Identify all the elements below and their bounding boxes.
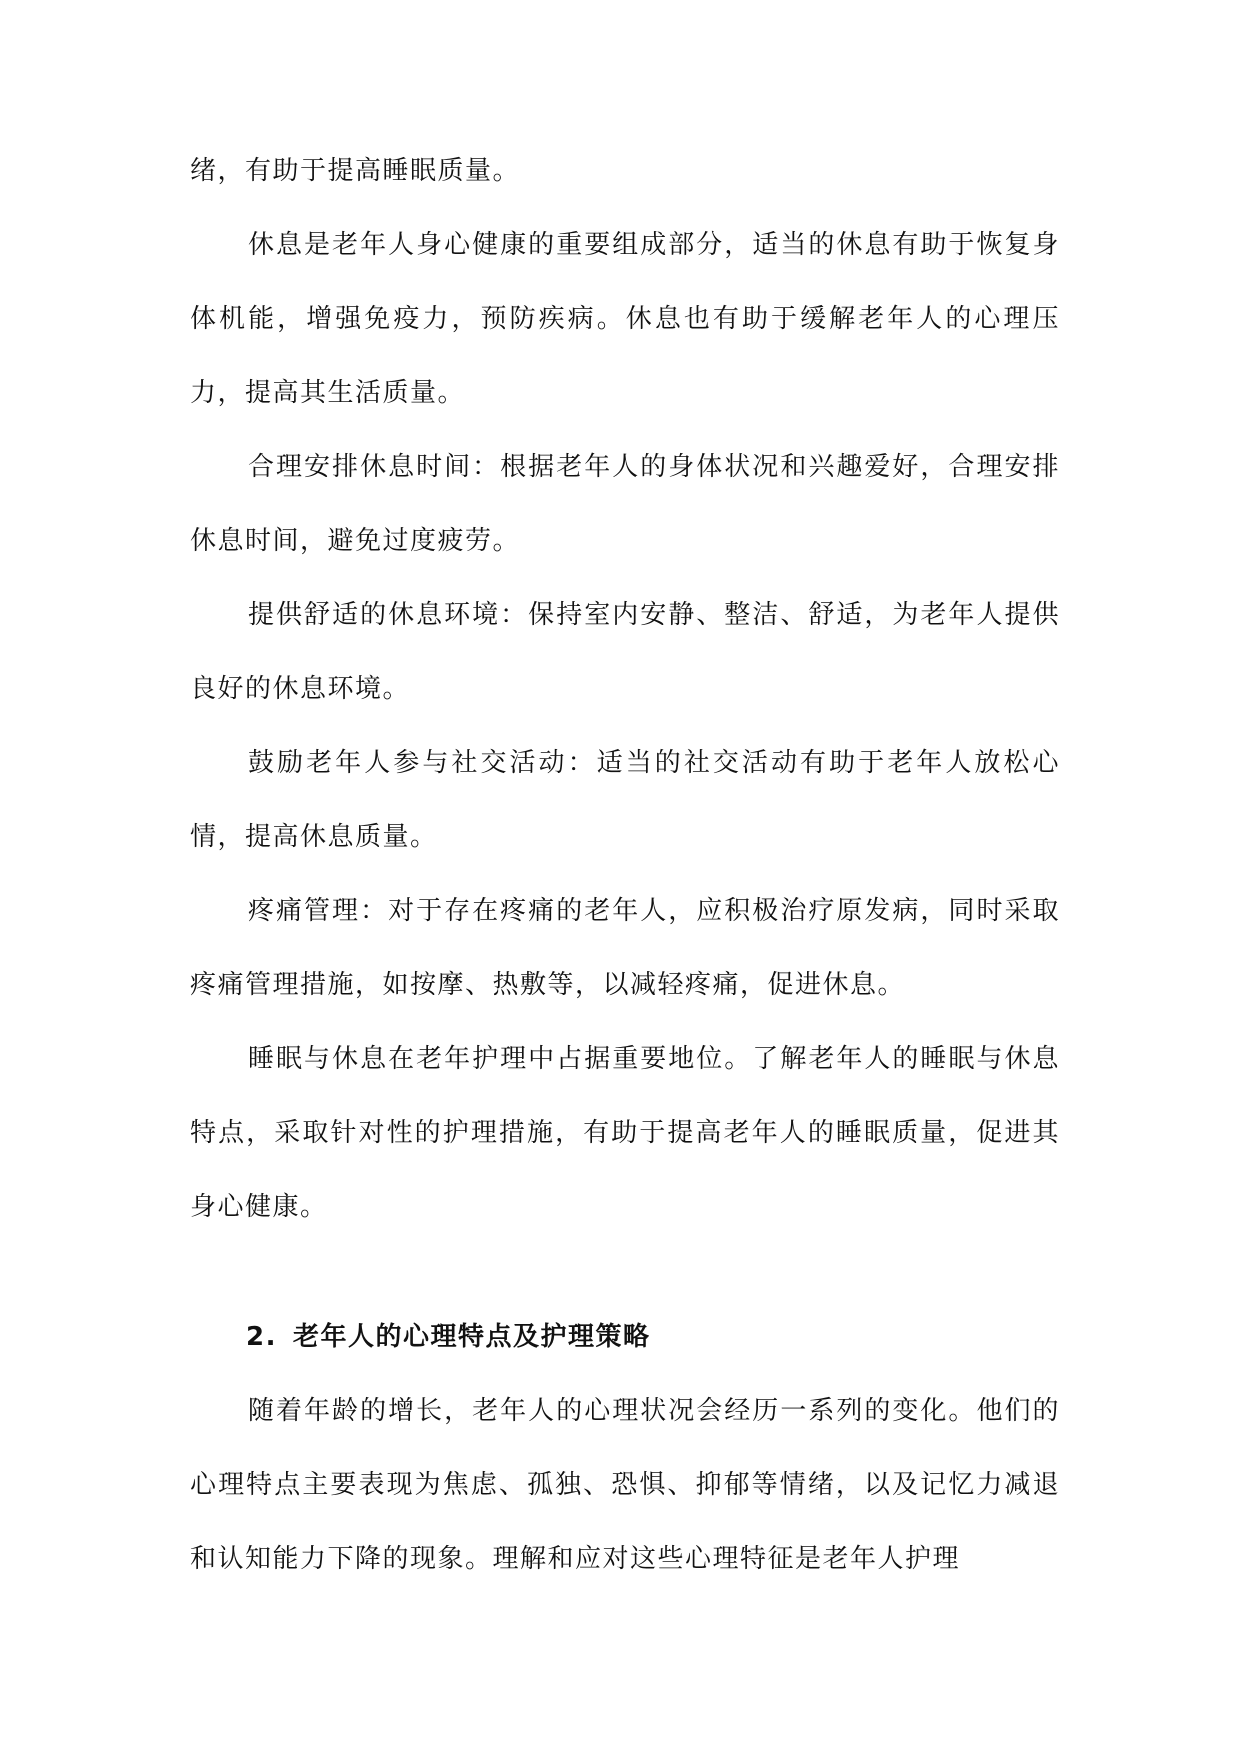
paragraph-rest-schedule: 合理安排休息时间：根据老年人的身体状况和兴趣爱好，合理安排休息时间，避免过度疲劳。	[190, 452, 1060, 556]
section-heading	[246, 1300, 650, 1374]
section-number: 2.	[246, 1322, 277, 1352]
paragraph-rest-importance: 休息是老年人身心健康的重要组成部分，适当的休息有助于恢复身体机能，增强免疫力，预防疾病。休息也有助于缓解老年人的心理压力，提高其生活质量。	[190, 230, 1060, 408]
paragraph-pain-management: 疼痛管理：对于存在疼痛的老年人，应积极治疗原发病，同时采取疼痛管理措施，如按摩、热敷等，以减轻疼痛，促进休息。	[190, 896, 1060, 1000]
body-text-before-heading	[190, 208, 1060, 1244]
paragraph-summary: 睡眠与休息在老年护理中占据重要地位。了解老年人的睡眠与休息特点，采取针对性的护理措施，有助于提高老年人的睡眠质量，促进其身心健康。	[190, 1044, 1060, 1222]
continuation-line	[190, 134, 1060, 208]
section-title: 老年人的心理特点及护理策略	[292, 1322, 651, 1352]
paragraph-psychological-features: 随着年龄的增长，老年人的心理状况会经历一系列的变化。他们的心理特点主要表现为焦虑、孤独、恐惧、抑郁等情绪，以及记忆力减退和认知能力下降的现象。理解和应对这些心理特征是老年人护理	[190, 1396, 1060, 1574]
paragraph-social-activity: 鼓励老年人参与社交活动：适当的社交活动有助于老年人放松心情，提高休息质量。	[190, 748, 1060, 852]
paragraph-rest-environment: 提供舒适的休息环境：保持室内安静、整洁、舒适，为老年人提供良好的休息环境。	[190, 600, 1060, 704]
paragraph-continuation: 绪，有助于提高睡眠质量。	[190, 156, 521, 186]
body-text-after-heading	[190, 1374, 1060, 1596]
